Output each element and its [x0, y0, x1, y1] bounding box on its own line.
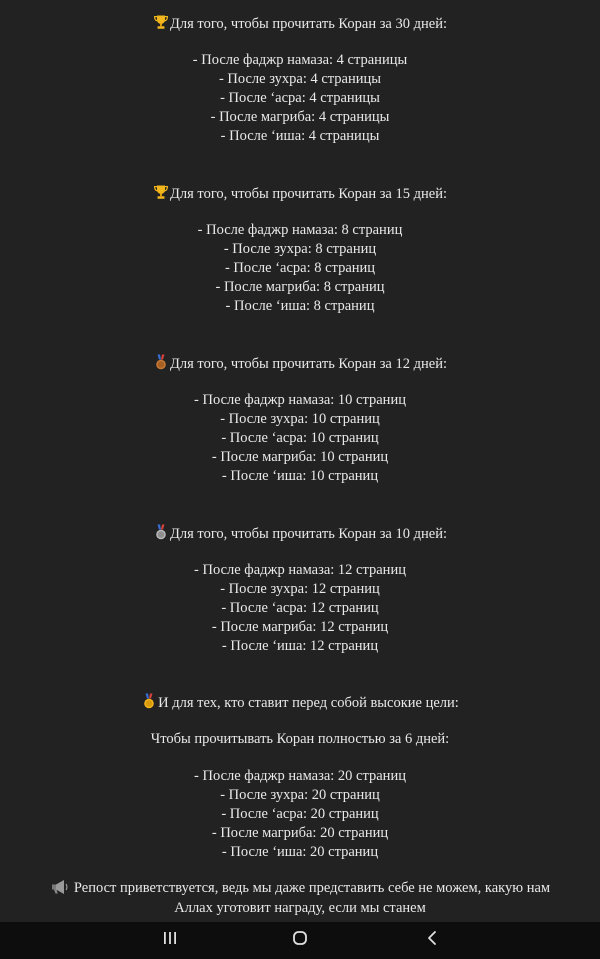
bronze-medal-icon: [153, 354, 169, 370]
trophy-icon: [153, 184, 169, 200]
list-item: - После фаджр намаза: 12 страниц: [194, 562, 406, 578]
section-heading: Для того, чтобы прочитать Коран за 30 дней:: [0, 14, 600, 33]
list-item: - После ‘асра: 10 страниц: [221, 430, 379, 446]
list-item: - После ‘асра: 8 страниц: [224, 260, 376, 276]
list-item: - После фаджр намаза: 8 страниц: [197, 222, 403, 238]
list-item: - После ‘асра: 12 страниц: [221, 600, 379, 616]
plan-section-10-days: [0, 524, 600, 656]
back-icon: [426, 930, 438, 951]
list-item: - После фаджр намаза: 20 страниц: [194, 768, 406, 784]
reading-schedule-list: [0, 391, 600, 486]
list-item: - После ‘иша: 20 страниц: [221, 844, 379, 860]
plan-section-6-days: [0, 693, 600, 862]
repost-note: Репост приветствуется, ведь мы даже представить себе не можем, какую нам Аллах уготовит награду, если мы станем: [40, 878, 560, 918]
trophy-icon: [153, 14, 169, 30]
section-heading: Для того, чтобы прочитать Коран за 10 дней:: [0, 524, 600, 543]
list-item: - После ‘асра: 4 страницы: [220, 90, 380, 106]
reading-schedule-list: [0, 561, 600, 656]
section-heading: Для того, чтобы прочитать Коран за 15 дней:: [0, 184, 600, 203]
silver-medal-icon: [153, 524, 169, 540]
section-heading: И для тех, кто ставит перед собой высокие цели:: [0, 693, 600, 712]
home-icon: [292, 930, 308, 951]
list-item: - После ‘иша: 8 страниц: [225, 298, 375, 314]
list-item: - После ‘асра: 20 страниц: [221, 806, 379, 822]
recent-apps-button[interactable]: [140, 922, 200, 959]
plan-section-15-days: [0, 184, 600, 316]
plan-section-30-days: [0, 14, 600, 146]
list-item: - После зухра: 4 страницы: [218, 71, 382, 87]
list-item: - После магриба: 10 страниц: [211, 449, 389, 465]
plan-section-12-days: [0, 354, 600, 486]
list-item: - После магриба: 4 страницы: [210, 109, 390, 125]
list-item: - После зухра: 20 страниц: [220, 787, 380, 803]
megaphone-icon: [50, 879, 70, 895]
reading-schedule-list: [0, 767, 600, 862]
list-item: - После фаджр намаза: 10 страниц: [194, 392, 406, 408]
home-button[interactable]: [270, 922, 330, 959]
back-button[interactable]: [402, 922, 462, 959]
list-item: - После магриба: 12 страниц: [211, 619, 389, 635]
list-item: - После ‘иша: 4 страницы: [220, 128, 380, 144]
list-item: - После магриба: 8 страниц: [215, 279, 385, 295]
list-item: - После зухра: 12 страниц: [220, 581, 380, 597]
recent-apps-icon: [162, 931, 178, 950]
list-item: - После ‘иша: 10 страниц: [221, 468, 379, 484]
section-subheading: Чтобы прочитывать Коран полностью за 6 дней:: [150, 731, 450, 747]
list-item: - После фаджр намаза: 4 страницы: [192, 52, 408, 68]
list-item: - После ‘иша: 12 страниц: [221, 638, 379, 654]
list-item: - После магриба: 20 страниц: [211, 825, 389, 841]
section-heading: Для того, чтобы прочитать Коран за 12 дней:: [0, 354, 600, 373]
list-item: - После зухра: 8 страниц: [223, 241, 377, 257]
gold-medal-icon: [141, 693, 157, 709]
reading-schedule-list: [0, 221, 600, 316]
list-item: - После зухра: 10 страниц: [220, 411, 380, 427]
reading-schedule-list: [0, 51, 600, 146]
system-navigation-bar: [0, 922, 600, 959]
